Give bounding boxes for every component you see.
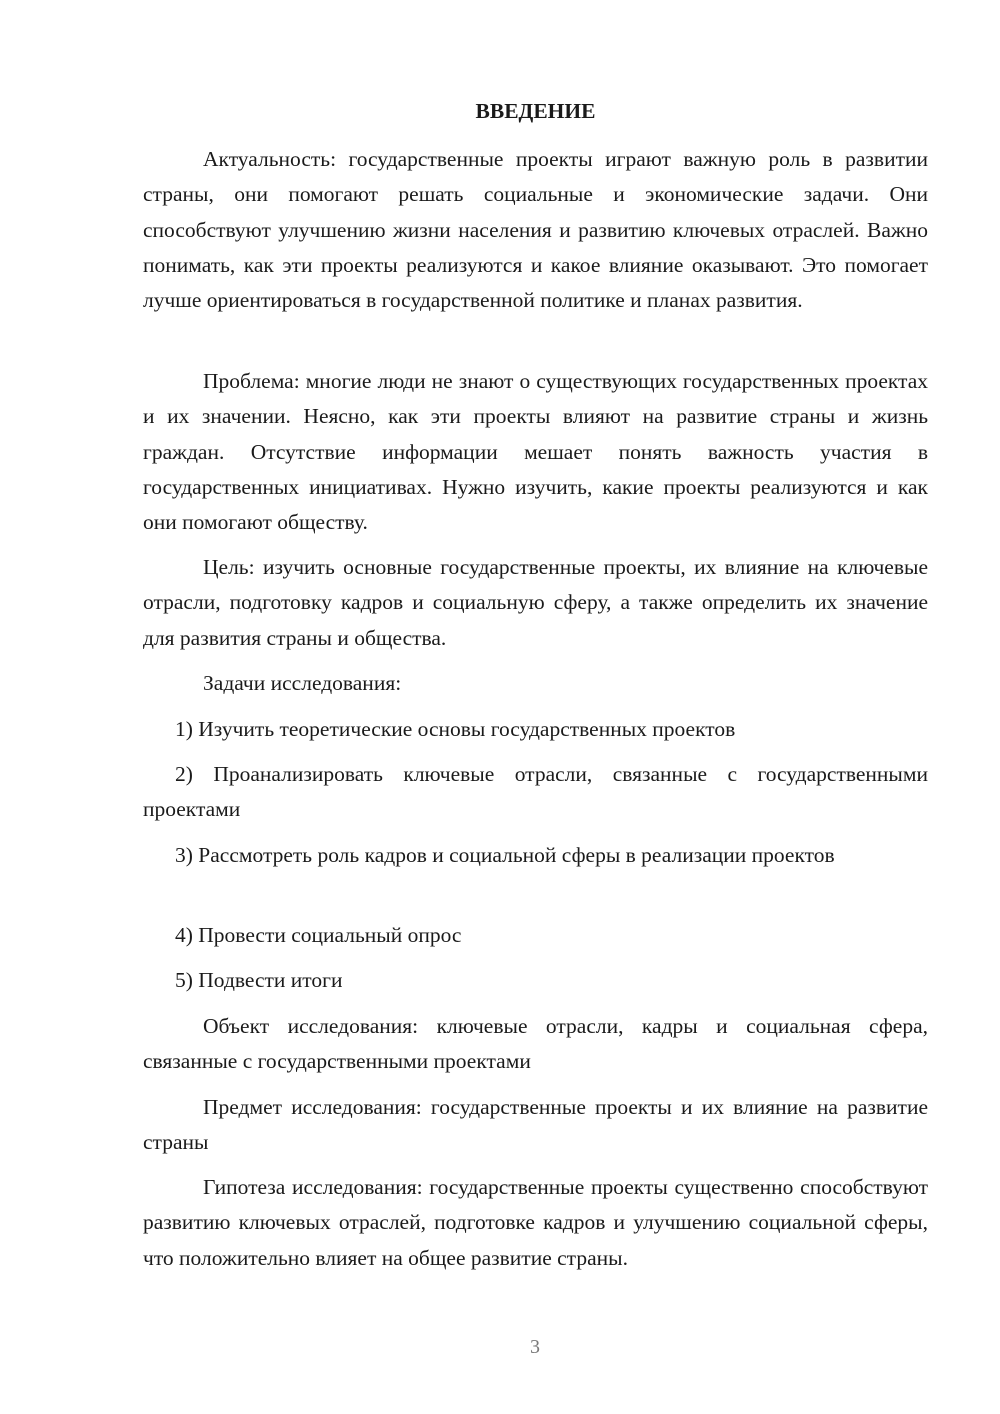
task-item-1: 1) Изучить теоретические основы государственных проектов bbox=[175, 717, 736, 741]
paragraph-hypothesis: Гипотеза исследования: государственные проекты существенно способствуют развитию ключевых отраслей, подготовке кадров и улучшению социальной сферы, что положительно влияет на общее развитие страны. bbox=[143, 1175, 928, 1270]
page-number: 3 bbox=[530, 1336, 540, 1358]
task-item-2: 2) Проанализировать ключевые отрасли, связанные с государственными проектами bbox=[143, 762, 928, 822]
paragraph-goal: Цель: изучить основные государственные проекты, их влияние на ключевые отрасли, подготовку кадров и социальную сферу, а также определить их значение для развития страны и общества. bbox=[143, 555, 928, 650]
task-item-3: 3) Рассмотреть роль кадров и социальной сферы в реализации проектов bbox=[175, 843, 835, 867]
paragraph-subject: Предмет исследования: государственные проекты и их влияние на развитие страны bbox=[143, 1095, 928, 1155]
task-item-5: 5) Подвести итоги bbox=[175, 968, 343, 992]
paragraph-object: Объект исследования: ключевые отрасли, кадры и социальная сфера, связанные с государственными проектами bbox=[143, 1014, 928, 1074]
task-item-4: 4) Провести социальный опрос bbox=[175, 923, 462, 947]
tasks-heading: Задачи исследования: bbox=[203, 671, 402, 695]
paragraph-problem: Проблема: многие люди не знают о существующих государственных проектах и их значении. Неясно, как эти проекты влияют на развитие страны и жизнь граждан. Отсутствие информации мешает понять важность участия в государственных инициативах. Нужно изучить, какие проекты реализуются и как они помогают обществу. bbox=[143, 369, 928, 535]
page-title: ВВЕДЕНИЕ bbox=[475, 99, 596, 123]
paragraph-relevance: Актуальность: государственные проекты играют важную роль в развитии страны, они помогают решать социальные и экономические задачи. Они способствуют улучшению жизни населения и развитию ключевых отраслей. Важно понимать, как эти проекты реализуются и какое влияние оказывают. Это помогает лучше ориентироваться в государственной политике и планах развития. bbox=[143, 147, 928, 313]
